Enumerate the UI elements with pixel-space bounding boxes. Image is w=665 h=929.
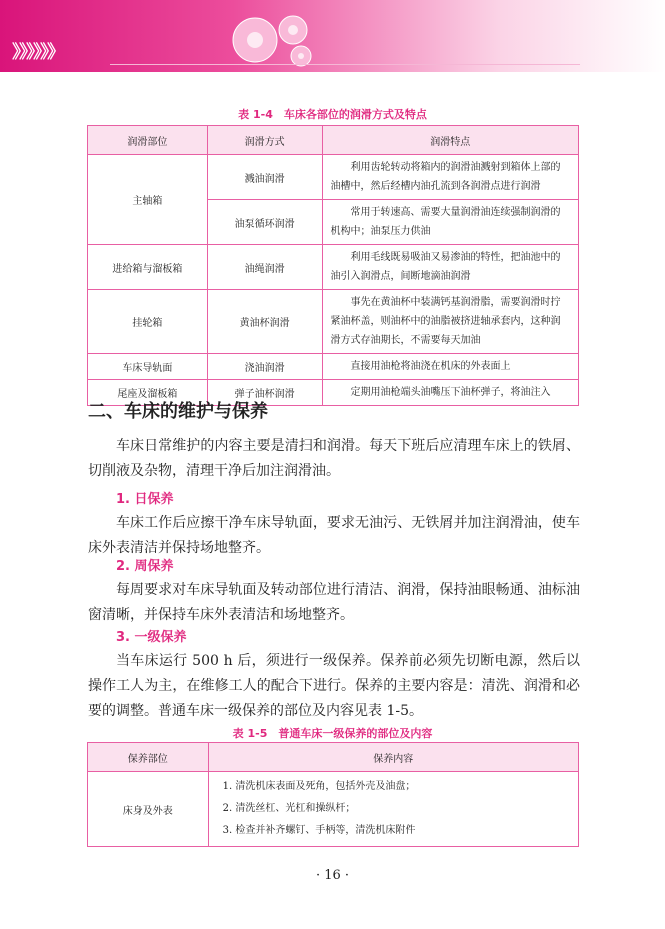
intro-paragraph: 车床日常维护的内容主要是清扫和润滑。每天下班后应清理车床上的铁屑、切削液及杂物，清理干净后加注润滑油。 (88, 438, 580, 479)
list-item: 1. 清洗机床表面及死角，包括外壳及油盘； (222, 781, 416, 792)
table-caption: 表 1-4 车床各部位的润滑方式及特点 (238, 108, 427, 121)
table-cell: 常用于转速高、需要大量润滑油连续强制润滑的机构中；油泵压力供油 (322, 200, 578, 245)
table-cell: 挂轮箱 (88, 290, 208, 354)
table-cell: 定期用油枪端头油嘴压下油杯弹子，将油注入 (322, 380, 578, 406)
table-cell: 事先在黄油杯中装满钙基润滑脂，需要润滑时拧紧油杯盖，则油杯中的油脂被挤进轴承套内，这种润滑方式存油期长，不需要每天加油 (322, 290, 578, 354)
header-rule (110, 64, 580, 65)
table-row (88, 772, 579, 847)
table-cell: 利用齿轮转动将箱内的润滑油溅射到箱体上部的油槽中，然后经槽内油孔流到各润滑点进行润滑 (322, 155, 578, 200)
table-cell: 床身及外表 (88, 772, 209, 847)
table-header: 保养部位 (88, 743, 209, 772)
table-row (88, 354, 579, 380)
table-cell: 溅油润滑 (207, 155, 322, 200)
gears-icon (215, 8, 325, 68)
section-title: 二、车床的维护与保养 (88, 401, 268, 422)
table-cell: 油泵循环润滑 (207, 200, 322, 245)
lubrication-table (87, 125, 579, 406)
table-cell: 主轴箱 (88, 155, 208, 245)
subsection-title: 3. 一级保养 (116, 630, 187, 645)
table-row (88, 155, 579, 200)
list-item: 2. 清洗丝杠、光杠和操纵杆； (222, 803, 356, 814)
table-cell: 浇油润滑 (207, 354, 322, 380)
weekly-maintenance-paragraph: 每周要求对车床导轨面及转动部位进行清洁、润滑，保持油眼畅通、油标油窗清晰，并保持车床外表清洁和场地整齐。 (88, 582, 580, 623)
table-header: 润滑特点 (322, 126, 578, 155)
page-number: · 16 · (315, 868, 350, 883)
table-header: 保养内容 (208, 743, 578, 772)
header-banner (0, 0, 665, 72)
table-cell: 直接用油枪将油浇在机床的外表面上 (322, 354, 578, 380)
subsection-title: 1. 日保养 (116, 492, 174, 507)
table-row (88, 290, 579, 354)
table-cell: 油绳润滑 (207, 245, 322, 290)
table-caption: 表 1-5 普通车床一级保养的部位及内容 (232, 727, 433, 740)
table-cell (208, 772, 578, 847)
table-cell: 尾座及溜板箱 (88, 380, 208, 406)
table-cell: 利用毛线既易吸油又易渗油的特性，把油池中的油引入润滑点，间断地滴油润滑 (322, 245, 578, 290)
subsection-title: 2. 周保养 (116, 559, 174, 574)
table-cell: 进给箱与溜板箱 (88, 245, 208, 290)
maintenance-table (87, 742, 579, 847)
list-item: 3. 检查并补齐螺钉、手柄等，清洗机床附件 (222, 825, 416, 836)
table-header: 润滑部位 (88, 126, 208, 155)
chevrons-decoration: 》》》》》》 (12, 42, 63, 63)
table-cell: 车床导轨面 (88, 354, 208, 380)
daily-maintenance-paragraph: 车床工作后应擦干净车床导轨面，要求无油污、无铁屑并加注润滑油，使车床外表清洁并保持场地整齐。 (88, 515, 580, 556)
table-header: 润滑方式 (207, 126, 322, 155)
table-cell: 弹子油杯润滑 (207, 380, 322, 406)
first-level-maintenance-paragraph: 当车床运行 500 h 后，须进行一级保养。保养前必须先切断电源，然后以操作工人为主，在维修工人的配合下进行。保养的主要内容是：清洗、润滑和必要的调整。普通车床一级保养的部位及内容见表 1-5。 (88, 653, 580, 719)
table-cell: 黄油杯润滑 (207, 290, 322, 354)
table-row (88, 245, 579, 290)
